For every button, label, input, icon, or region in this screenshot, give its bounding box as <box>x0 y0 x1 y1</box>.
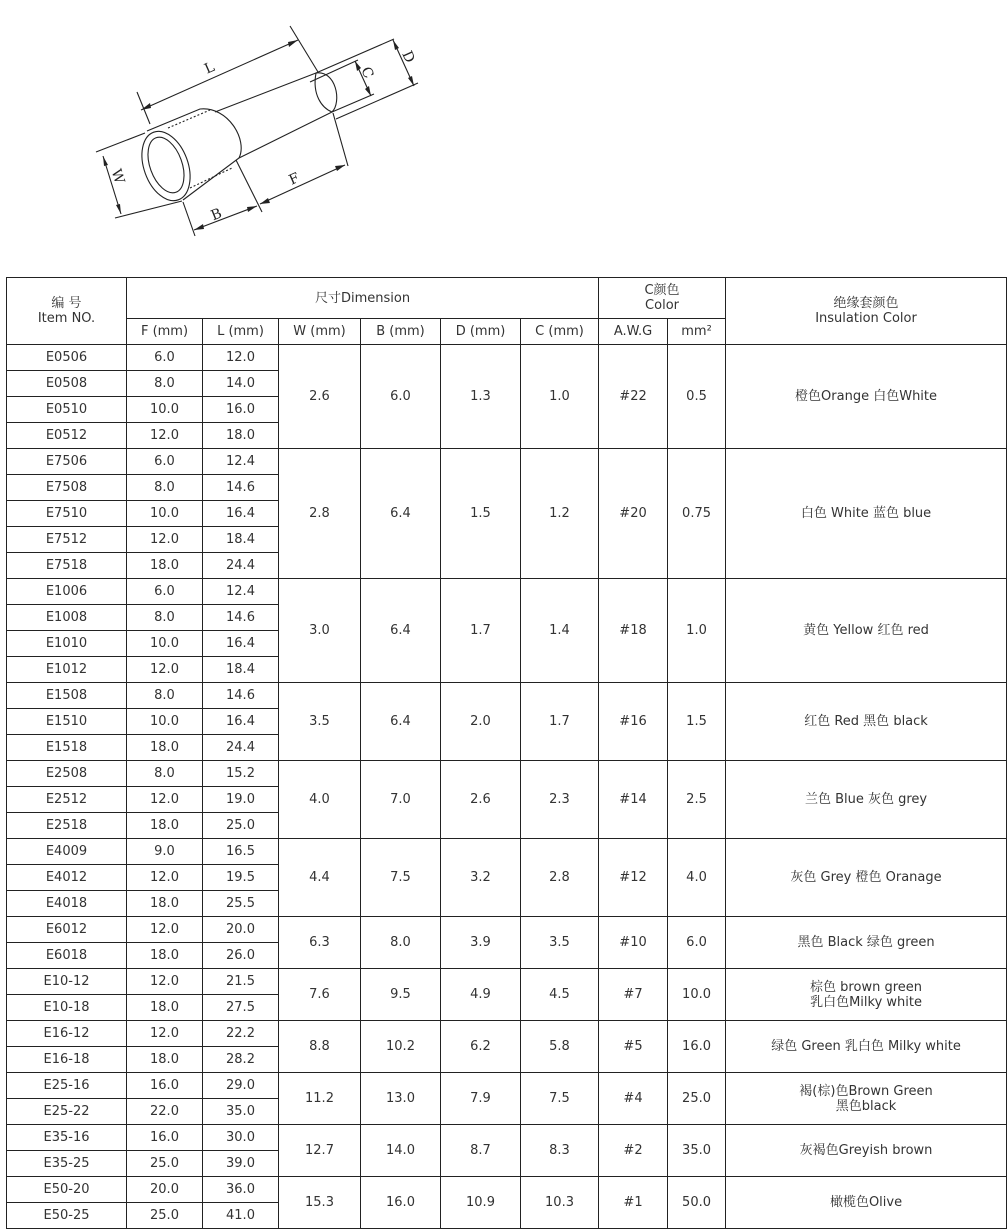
item-no-cell: E1010 <box>7 631 127 657</box>
d-cell: 1.3 <box>441 345 521 449</box>
item-no-cell: E7512 <box>7 527 127 553</box>
f-cell: 6.0 <box>127 579 203 605</box>
f-cell: 8.0 <box>127 475 203 501</box>
c-cell: 2.8 <box>521 839 599 917</box>
l-cell: 12.4 <box>203 449 279 475</box>
mm2-cell: 2.5 <box>668 761 726 839</box>
d-cell: 3.9 <box>441 917 521 969</box>
insulation-color-text: 褐(棕)色Brown Green <box>799 1083 933 1099</box>
table-row <box>7 1125 1007 1151</box>
header-awg: A.W.G <box>599 319 668 345</box>
mm2-cell: 50.0 <box>668 1177 726 1229</box>
f-cell: 12.0 <box>127 657 203 683</box>
item-no-cell: E10-12 <box>7 969 127 995</box>
table-row <box>7 761 1007 787</box>
insulation-color-cell <box>726 449 1007 579</box>
f-cell: 18.0 <box>127 813 203 839</box>
l-cell: 12.4 <box>203 579 279 605</box>
item-no-cell: E4009 <box>7 839 127 865</box>
insulation-color-text: 黄色 Yellow 红色 red <box>803 623 929 638</box>
item-no-cell: E0512 <box>7 423 127 449</box>
b-cell: 9.5 <box>361 969 441 1021</box>
header-mm2: mm² <box>668 319 726 345</box>
d-cell: 1.5 <box>441 449 521 579</box>
l-cell: 16.4 <box>203 631 279 657</box>
b-cell: 6.4 <box>361 683 441 761</box>
l-cell: 18.4 <box>203 527 279 553</box>
l-cell: 41.0 <box>203 1203 279 1229</box>
l-cell: 14.6 <box>203 605 279 631</box>
c-cell: 4.5 <box>521 969 599 1021</box>
l-cell: 19.5 <box>203 865 279 891</box>
awg-cell: #18 <box>599 579 668 683</box>
mm2-cell: 1.5 <box>668 683 726 761</box>
table-row <box>7 345 1007 371</box>
b-cell: 10.2 <box>361 1021 441 1073</box>
w-cell: 7.6 <box>279 969 361 1021</box>
f-cell: 12.0 <box>127 787 203 813</box>
item-no-cell: E35-25 <box>7 1151 127 1177</box>
b-cell: 7.5 <box>361 839 441 917</box>
item-no-cell: E0510 <box>7 397 127 423</box>
l-cell: 14.6 <box>203 683 279 709</box>
table-row <box>7 969 1007 995</box>
header-b: B (mm) <box>361 319 441 345</box>
l-cell: 20.0 <box>203 917 279 943</box>
l-cell: 27.5 <box>203 995 279 1021</box>
insulation-color-text: 黑色black <box>835 1098 897 1114</box>
mm2-cell: 4.0 <box>668 839 726 917</box>
f-cell: 12.0 <box>127 865 203 891</box>
l-cell: 22.2 <box>203 1021 279 1047</box>
header-c: C (mm) <box>521 319 599 345</box>
b-cell: 8.0 <box>361 917 441 969</box>
insulation-color-cell <box>726 917 1007 969</box>
l-cell: 24.4 <box>203 553 279 579</box>
f-cell: 9.0 <box>127 839 203 865</box>
c-cell: 5.8 <box>521 1021 599 1073</box>
awg-cell: #20 <box>599 449 668 579</box>
table-row <box>7 1021 1007 1047</box>
label-L: L <box>202 59 218 78</box>
item-no-cell: E6012 <box>7 917 127 943</box>
b-cell: 14.0 <box>361 1125 441 1177</box>
spec-table <box>6 277 1007 1229</box>
l-cell: 24.4 <box>203 735 279 761</box>
item-no-cell: E25-22 <box>7 1099 127 1125</box>
f-cell: 18.0 <box>127 735 203 761</box>
header-dimension: 尺寸Dimension <box>127 278 599 319</box>
insulation-color-text: 黑色 Black 绿色 green <box>797 935 935 950</box>
item-no-cell: E25-16 <box>7 1073 127 1099</box>
f-cell: 25.0 <box>127 1203 203 1229</box>
c-cell: 1.2 <box>521 449 599 579</box>
item-no-cell: E7506 <box>7 449 127 475</box>
table-row <box>7 1177 1007 1203</box>
item-no-cell: E1510 <box>7 709 127 735</box>
mm2-cell: 10.0 <box>668 969 726 1021</box>
l-cell: 26.0 <box>203 943 279 969</box>
insulation-color-cell <box>726 1073 1007 1125</box>
b-cell: 6.4 <box>361 449 441 579</box>
f-cell: 12.0 <box>127 423 203 449</box>
table-row <box>7 449 1007 475</box>
f-cell: 10.0 <box>127 709 203 735</box>
label-B: B <box>208 205 225 225</box>
item-no-cell: E7518 <box>7 553 127 579</box>
d-cell: 3.2 <box>441 839 521 917</box>
w-cell: 12.7 <box>279 1125 361 1177</box>
d-cell: 8.7 <box>441 1125 521 1177</box>
item-no-cell: E1006 <box>7 579 127 605</box>
d-cell: 2.0 <box>441 683 521 761</box>
insulation-color-text: 灰褐色Greyish brown <box>799 1143 933 1158</box>
l-cell: 16.4 <box>203 501 279 527</box>
f-cell: 8.0 <box>127 605 203 631</box>
l-cell: 39.0 <box>203 1151 279 1177</box>
label-C: C <box>357 64 377 81</box>
insulation-color-text: 橙色Orange 白色White <box>795 389 938 404</box>
l-cell: 16.5 <box>203 839 279 865</box>
header-insulation-en: Insulation Color <box>815 311 917 326</box>
item-no-cell: E0506 <box>7 345 127 371</box>
insulation-color-text: 兰色 Blue 灰色 grey <box>804 792 928 807</box>
f-cell: 6.0 <box>127 449 203 475</box>
l-cell: 28.2 <box>203 1047 279 1073</box>
label-F: F <box>286 170 303 189</box>
header-insulation-cn: 绝缘套颜色 <box>833 296 899 311</box>
l-cell: 29.0 <box>203 1073 279 1099</box>
d-cell: 4.9 <box>441 969 521 1021</box>
item-no-cell: E2518 <box>7 813 127 839</box>
mm2-cell: 0.5 <box>668 345 726 449</box>
w-cell: 3.0 <box>279 579 361 683</box>
table-row <box>7 579 1007 605</box>
c-cell: 1.4 <box>521 579 599 683</box>
f-cell: 25.0 <box>127 1151 203 1177</box>
w-cell: 15.3 <box>279 1177 361 1229</box>
b-cell: 6.4 <box>361 579 441 683</box>
b-cell: 7.0 <box>361 761 441 839</box>
f-cell: 10.0 <box>127 397 203 423</box>
item-no-cell: E0508 <box>7 371 127 397</box>
awg-cell: #1 <box>599 1177 668 1229</box>
l-cell: 16.0 <box>203 397 279 423</box>
insulation-color-text: 白色 White 蓝色 blue <box>800 506 932 521</box>
item-no-cell: E50-20 <box>7 1177 127 1203</box>
insulation-color-cell <box>726 969 1007 1021</box>
f-cell: 12.0 <box>127 969 203 995</box>
c-cell: 7.5 <box>521 1073 599 1125</box>
w-cell: 3.5 <box>279 683 361 761</box>
table-row <box>7 683 1007 709</box>
l-cell: 25.0 <box>203 813 279 839</box>
header-insulation-color <box>726 278 1007 345</box>
item-no-cell: E1012 <box>7 657 127 683</box>
f-cell: 20.0 <box>127 1177 203 1203</box>
header-f: F (mm) <box>127 319 203 345</box>
awg-cell: #12 <box>599 839 668 917</box>
d-cell: 10.9 <box>441 1177 521 1229</box>
d-cell: 2.6 <box>441 761 521 839</box>
awg-cell: #5 <box>599 1021 668 1073</box>
mm2-cell: 1.0 <box>668 579 726 683</box>
f-cell: 12.0 <box>127 917 203 943</box>
f-cell: 22.0 <box>127 1099 203 1125</box>
mm2-cell: 0.75 <box>668 449 726 579</box>
l-cell: 30.0 <box>203 1125 279 1151</box>
label-W: W <box>107 167 128 186</box>
insulation-color-cell <box>726 1125 1007 1177</box>
insulation-color-cell <box>726 1021 1007 1073</box>
f-cell: 18.0 <box>127 553 203 579</box>
f-cell: 6.0 <box>127 345 203 371</box>
awg-cell: #7 <box>599 969 668 1021</box>
f-cell: 12.0 <box>127 527 203 553</box>
item-no-cell: E6018 <box>7 943 127 969</box>
dim-line-F <box>260 165 345 204</box>
insulation-color-cell <box>726 345 1007 449</box>
f-cell: 18.0 <box>127 943 203 969</box>
insulation-color-cell <box>726 579 1007 683</box>
l-cell: 19.0 <box>203 787 279 813</box>
l-cell: 16.4 <box>203 709 279 735</box>
awg-cell: #22 <box>599 345 668 449</box>
c-cell: 2.3 <box>521 761 599 839</box>
item-no-cell: E50-25 <box>7 1203 127 1229</box>
item-no-cell: E16-12 <box>7 1021 127 1047</box>
insulation-color-text: 红色 Red 黑色 black <box>804 714 928 729</box>
c-cell: 1.7 <box>521 683 599 761</box>
l-cell: 35.0 <box>203 1099 279 1125</box>
l-cell: 18.0 <box>203 423 279 449</box>
header-color-cn: C颜色 <box>644 283 680 298</box>
w-cell: 8.8 <box>279 1021 361 1073</box>
insulation-color-text: 灰色 Grey 橙色 Oranage <box>790 870 942 885</box>
header-l: L (mm) <box>203 319 279 345</box>
f-cell: 10.0 <box>127 501 203 527</box>
f-cell: 8.0 <box>127 683 203 709</box>
l-cell: 25.5 <box>203 891 279 917</box>
f-cell: 16.0 <box>127 1073 203 1099</box>
item-no-cell: E16-18 <box>7 1047 127 1073</box>
table-row <box>7 917 1007 943</box>
w-cell: 2.6 <box>279 345 361 449</box>
awg-cell: #4 <box>599 1073 668 1125</box>
table-row <box>7 839 1007 865</box>
f-cell: 18.0 <box>127 1047 203 1073</box>
item-no-cell: E35-16 <box>7 1125 127 1151</box>
insulation-color-text: 乳白色Milky white <box>810 994 922 1010</box>
b-cell: 16.0 <box>361 1177 441 1229</box>
mm2-cell: 6.0 <box>668 917 726 969</box>
l-cell: 14.0 <box>203 371 279 397</box>
label-D: D <box>398 48 418 66</box>
f-cell: 18.0 <box>127 995 203 1021</box>
w-cell: 2.8 <box>279 449 361 579</box>
d-cell: 6.2 <box>441 1021 521 1073</box>
header-d: D (mm) <box>441 319 521 345</box>
mm2-cell: 25.0 <box>668 1073 726 1125</box>
l-cell: 18.4 <box>203 657 279 683</box>
header-color <box>599 278 726 319</box>
header-w: W (mm) <box>279 319 361 345</box>
item-no-cell: E4018 <box>7 891 127 917</box>
item-no-cell: E10-18 <box>7 995 127 1021</box>
insulation-color-cell <box>726 761 1007 839</box>
mm2-cell: 35.0 <box>668 1125 726 1177</box>
item-no-cell: E1008 <box>7 605 127 631</box>
d-cell: 7.9 <box>441 1073 521 1125</box>
insulation-color-cell <box>726 683 1007 761</box>
insulation-color-text: 绿色 Green 乳白色 Milky white <box>771 1039 961 1054</box>
f-cell: 10.0 <box>127 631 203 657</box>
b-cell: 13.0 <box>361 1073 441 1125</box>
header-item-no <box>7 278 127 345</box>
b-cell: 6.0 <box>361 345 441 449</box>
tube-outline <box>215 73 332 158</box>
l-cell: 15.2 <box>203 761 279 787</box>
ferrule-dimension-diagram <box>0 0 1008 270</box>
item-no-cell: E7508 <box>7 475 127 501</box>
l-cell: 36.0 <box>203 1177 279 1203</box>
c-cell: 3.5 <box>521 917 599 969</box>
item-no-cell: E2508 <box>7 761 127 787</box>
w-cell: 6.3 <box>279 917 361 969</box>
awg-cell: #14 <box>599 761 668 839</box>
c-cell: 8.3 <box>521 1125 599 1177</box>
f-cell: 12.0 <box>127 1021 203 1047</box>
header-item-no-cn: 编 号 <box>51 296 82 311</box>
awg-cell: #10 <box>599 917 668 969</box>
w-cell: 4.0 <box>279 761 361 839</box>
item-no-cell: E1508 <box>7 683 127 709</box>
l-cell: 21.5 <box>203 969 279 995</box>
w-cell: 4.4 <box>279 839 361 917</box>
f-cell: 8.0 <box>127 371 203 397</box>
c-cell: 1.0 <box>521 345 599 449</box>
f-cell: 18.0 <box>127 891 203 917</box>
item-no-cell: E4012 <box>7 865 127 891</box>
l-cell: 12.0 <box>203 345 279 371</box>
l-cell: 14.6 <box>203 475 279 501</box>
c-cell: 10.3 <box>521 1177 599 1229</box>
d-cell: 1.7 <box>441 579 521 683</box>
header-color-en: Color <box>645 298 679 313</box>
f-cell: 8.0 <box>127 761 203 787</box>
w-cell: 11.2 <box>279 1073 361 1125</box>
mm2-cell: 16.0 <box>668 1021 726 1073</box>
insulation-color-text: 橄榄色Olive <box>829 1195 903 1210</box>
item-no-cell: E2512 <box>7 787 127 813</box>
insulation-color-cell <box>726 839 1007 917</box>
header-item-no-en: Item NO. <box>37 311 96 326</box>
awg-cell: #16 <box>599 683 668 761</box>
insulation-color-cell <box>726 1177 1007 1229</box>
insulation-color-text: 棕色 brown green <box>810 979 922 995</box>
dim-line-L <box>141 40 298 110</box>
spec-table-body <box>7 345 1007 1229</box>
f-cell: 16.0 <box>127 1125 203 1151</box>
item-no-cell: E1518 <box>7 735 127 761</box>
collar-opening-inner <box>141 132 191 197</box>
awg-cell: #2 <box>599 1125 668 1177</box>
table-row <box>7 1073 1007 1099</box>
item-no-cell: E7510 <box>7 501 127 527</box>
